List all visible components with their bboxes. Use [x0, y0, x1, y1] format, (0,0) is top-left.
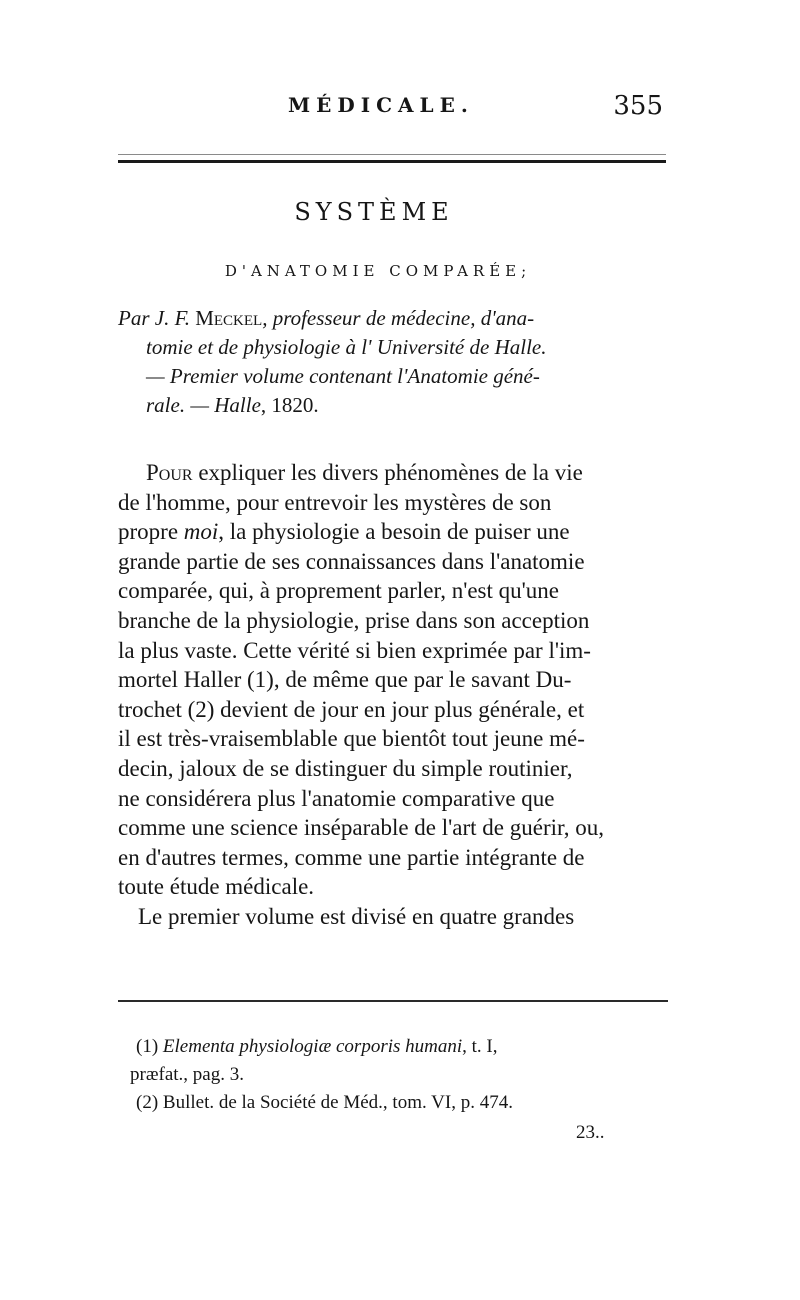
bibliographic-reference	[118, 304, 670, 420]
footnote-2: (2) Bullet. de la Société de Méd., tom. VI, p. 474.	[136, 1092, 513, 1113]
header-rule-thin	[118, 154, 666, 155]
body-line: ne considérera plus l'anatomie comparative que	[118, 785, 555, 811]
biblio-line1-rest: , professeur de médecine, d'ana-	[262, 306, 535, 330]
body-line1-rest: expliquer les divers phénomènes de la vie	[192, 460, 583, 485]
article-title: SYSTÈME	[294, 198, 454, 226]
body-line: comparée, qui, à proprement parler, n'est qu'une	[118, 578, 559, 604]
footnote-1-title: Elementa physiologiæ corporis humani	[162, 1036, 463, 1057]
page-number: 355	[613, 91, 663, 121]
running-title: MÉDICALE.	[288, 93, 474, 117]
body-line: branche de la physiologie, prise dans son acception	[118, 607, 590, 633]
article-subtitle: D'ANATOMIE COMPARÉE;	[224, 262, 532, 280]
body-line: il est très-vraisemblable que bientôt tout jeune mé-	[118, 726, 585, 752]
biblio-line: — Premier volume contenant l'Anatomie géné-	[146, 364, 540, 388]
biblio-author: Meckel	[195, 306, 263, 330]
body-line3-em: moi	[183, 519, 219, 545]
footnotes	[130, 1033, 676, 1117]
biblio-line4-rest: , 1820.	[260, 393, 319, 417]
body-initial-word: Pour	[146, 460, 193, 485]
body-line: en d'autres termes, comme une partie intégrante de	[118, 844, 585, 870]
biblio-line: tomie et de physiologie à l' Université de Halle.	[146, 335, 547, 359]
biblio-line	[118, 391, 670, 420]
signature-mark: 23..	[576, 1122, 605, 1143]
biblio-par: Par J. F.	[118, 306, 190, 330]
biblio-line4-it: rale. — Halle	[146, 393, 261, 417]
footnote-1-continuation: præfat., pag. 3.	[130, 1064, 244, 1085]
body-line: toute étude médicale.	[118, 874, 315, 900]
body-line3-a: propre	[118, 519, 184, 545]
body-line	[118, 458, 678, 488]
footnote-1-rest: , t. I,	[462, 1036, 498, 1057]
footnote-rule	[118, 1000, 668, 1002]
footnote-1	[136, 1033, 676, 1061]
running-head	[118, 93, 663, 133]
body-line: mortel Haller (1), de même que par le savant Du-	[118, 667, 572, 693]
biblio-line	[118, 304, 670, 333]
body-line: la plus vaste. Cette vérité si bien exprimée par l'im-	[118, 637, 591, 663]
body-line3-b: , la physiologie a besoin de puiser une	[218, 519, 570, 545]
body-line: comme une science inséparable de l'art de guérir, ou,	[118, 815, 605, 841]
body-line: Le premier volume est divisé en quatre grandes	[138, 903, 575, 929]
header-rule-thick	[118, 160, 666, 163]
body-line: decin, jaloux de se distinguer du simple routinier,	[118, 755, 573, 781]
body-paragraph	[118, 458, 678, 932]
body-line	[118, 517, 678, 547]
body-line: trochet (2) devient de jour en jour plus générale, et	[118, 696, 585, 722]
body-line: de l'homme, pour entrevoir les mystères de son	[118, 489, 552, 515]
body-line: grande partie de ses connaissances dans l'anatomie	[118, 548, 585, 574]
footnote-1-number: (1)	[136, 1036, 163, 1057]
